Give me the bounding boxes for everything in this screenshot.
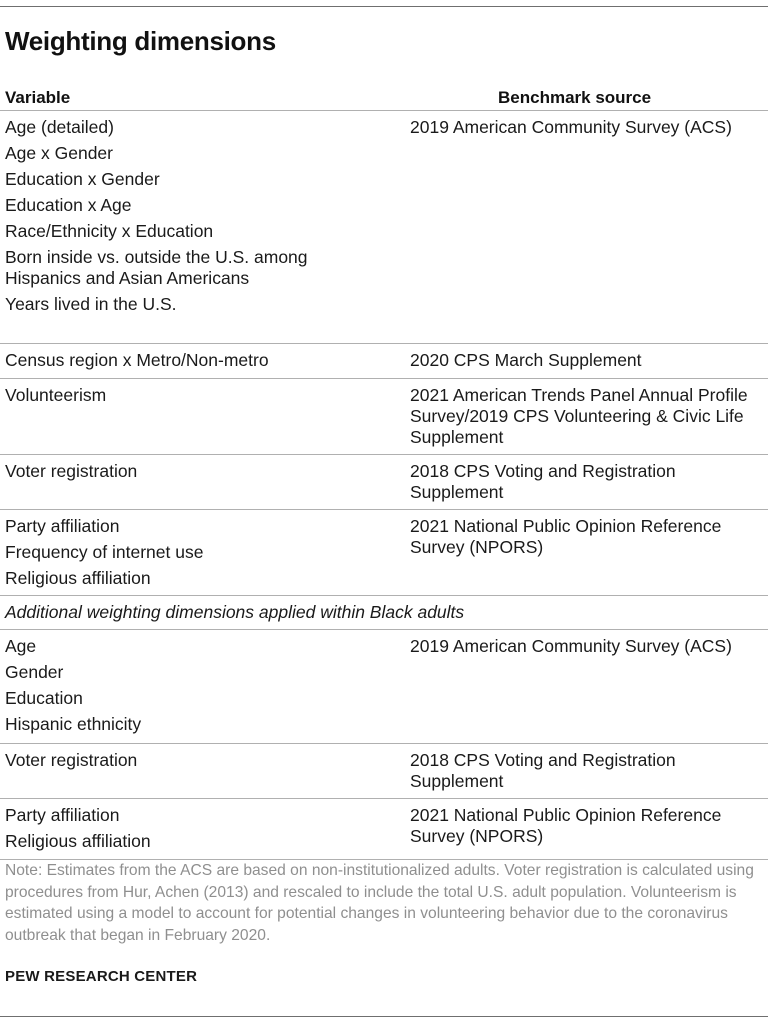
footnote: Note: Estimates from the ACS are based on non-institutionalized adults. Voter registration is calculated using procedures from Hur, Achen (2013) and rescaled to include the total U.S. adult population. Volunteerism is estimated using a model to account for potential changes in volunteering behavior due to the coronavirus outbreak that began in February 2020. <box>5 862 754 944</box>
header-variable: Variable <box>5 88 71 107</box>
table-row <box>0 629 768 743</box>
variable-item: Age x Gender <box>5 143 113 163</box>
benchmark-cell: 2019 American Community Survey (ACS) <box>410 117 732 137</box>
variable-item: Age (detailed) <box>5 117 114 137</box>
variable-cell <box>5 516 385 594</box>
benchmark-cell: 2018 CPS Voting and Registration Supplement <box>410 461 676 502</box>
variable-item: Religious affiliation <box>5 568 151 588</box>
table-row <box>0 378 768 454</box>
variable-item: Census region x Metro/Non-metro <box>5 350 269 370</box>
page-title: Weighting dimensions <box>5 26 276 56</box>
header-benchmark-source: Benchmark source <box>498 88 652 107</box>
variable-item: Hispanic ethnicity <box>5 714 142 734</box>
variable-item: Education <box>5 688 83 708</box>
variable-item: Years lived in the U.S. <box>5 294 177 314</box>
table-row <box>0 110 768 343</box>
benchmark-cell: 2019 American Community Survey (ACS) <box>410 636 732 656</box>
section-row <box>0 595 768 629</box>
benchmark-cell: 2021 American Trends Panel Annual Profile Survey/2019 CPS Volunteering & Civic Life Supplement <box>410 385 748 447</box>
variable-item: Education x Age <box>5 195 132 215</box>
variable-cell <box>5 350 385 376</box>
table-row <box>0 509 768 595</box>
benchmark-cell: 2021 National Public Opinion Reference Survey (NPORS) <box>410 805 722 846</box>
variable-cell <box>5 117 385 320</box>
variable-item: Age <box>5 636 37 656</box>
variable-cell <box>5 805 385 857</box>
variable-item: Volunteerism <box>5 385 107 405</box>
variable-item: Born inside vs. outside the U.S. among Hispanics and Asian Americans <box>5 247 308 288</box>
benchmark-cell: 2021 National Public Opinion Reference Survey (NPORS) <box>410 516 722 557</box>
section-label: Additional weighting dimensions applied within Black adults <box>5 602 465 622</box>
variable-item: Frequency of internet use <box>5 542 204 562</box>
variable-cell <box>5 385 385 411</box>
table-row <box>0 454 768 509</box>
variable-item: Party affiliation <box>5 805 120 825</box>
table-header <box>0 84 768 110</box>
organization-credit: PEW RESEARCH CENTER <box>5 968 198 985</box>
variable-cell <box>5 461 385 487</box>
top-divider <box>0 6 768 7</box>
variable-item: Gender <box>5 662 64 682</box>
variable-item: Religious affiliation <box>5 831 151 851</box>
benchmark-cell: 2020 CPS March Supplement <box>410 350 642 370</box>
bottom-divider <box>0 1016 768 1017</box>
variable-item: Party affiliation <box>5 516 120 536</box>
benchmark-cell: 2018 CPS Voting and Registration Supplement <box>410 750 676 791</box>
table-row <box>0 343 768 378</box>
variable-cell <box>5 636 385 740</box>
variable-item: Voter registration <box>5 750 138 770</box>
variable-item: Race/Ethnicity x Education <box>5 221 214 241</box>
table-row <box>0 798 768 860</box>
weighting-table <box>0 84 768 860</box>
variable-item: Education x Gender <box>5 169 160 189</box>
table-row <box>0 743 768 798</box>
variable-cell <box>5 750 385 776</box>
variable-item: Voter registration <box>5 461 138 481</box>
